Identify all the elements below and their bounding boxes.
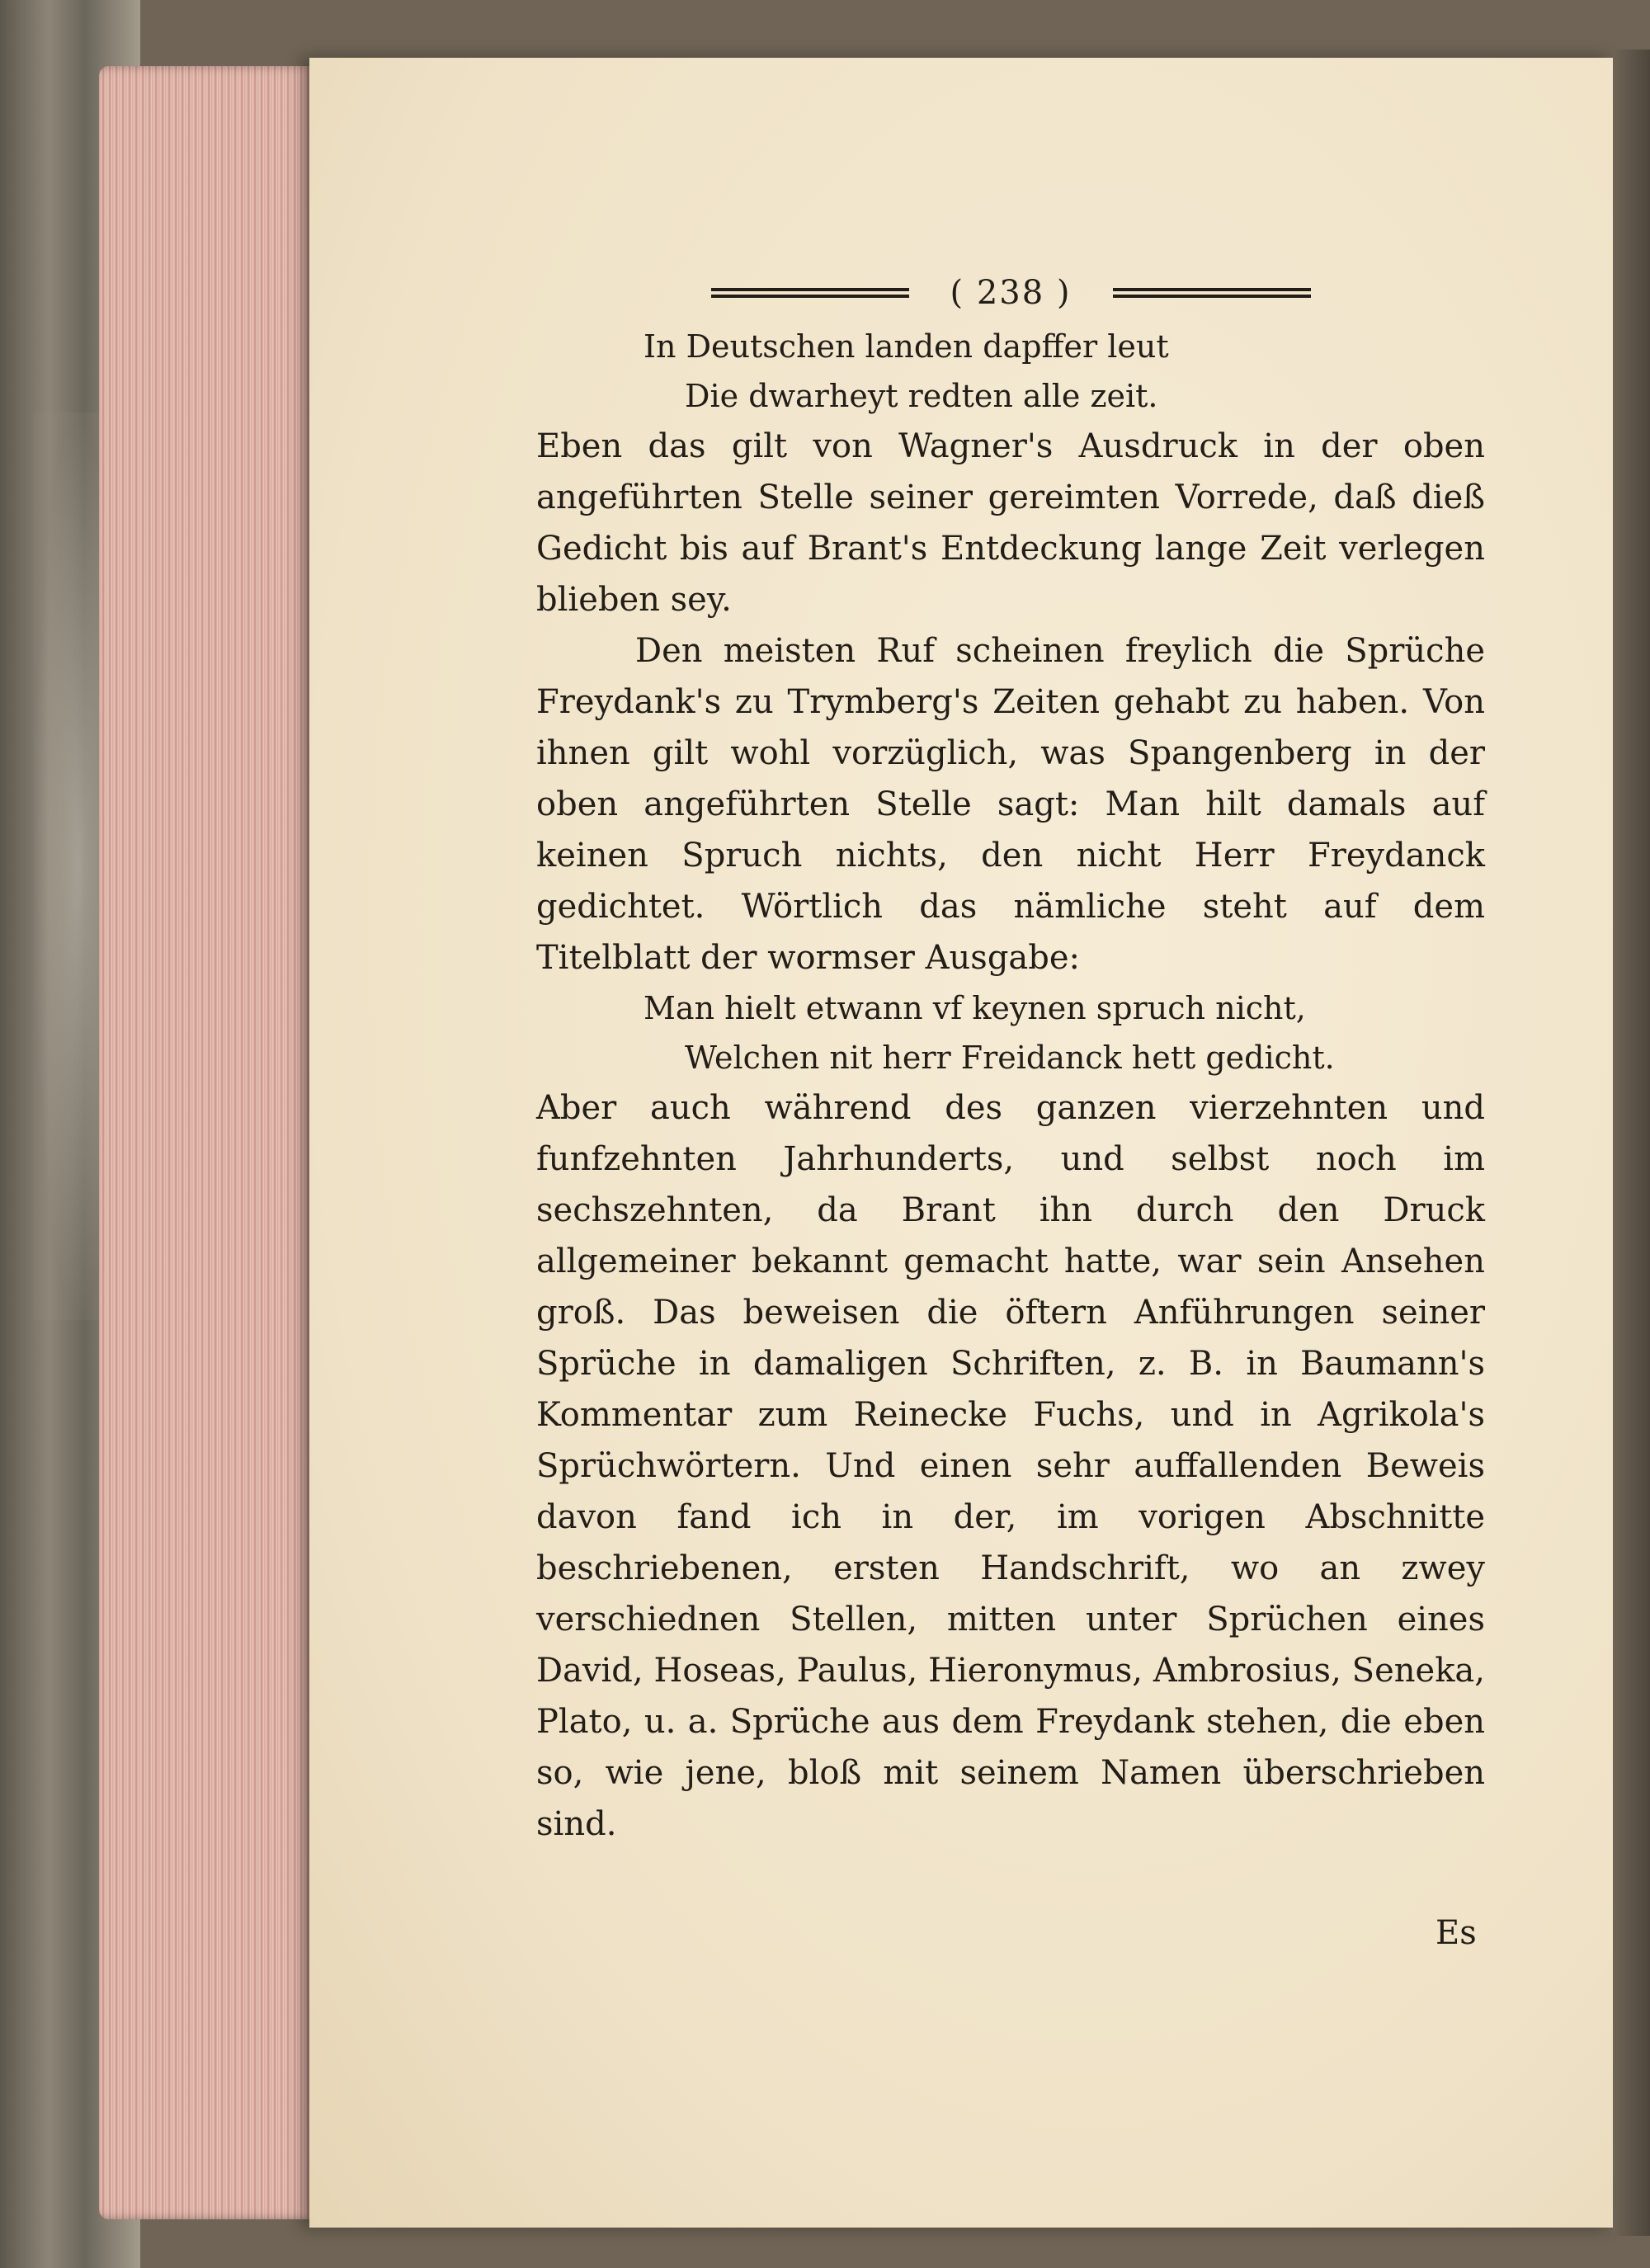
paragraph-1: Eben das gilt von Wagner's Ausdruck in der oben angeführten Stelle seiner gereimten Vorrede, daß dieß Gedicht bis auf Brant's Entdeckung lange Zeit verlegen blieben sey. [536,427,1485,619]
page-number: ( 238 ) [950,274,1072,312]
verse-line: Welchen nit herr Freidanck hett gedicht. [685,1040,1335,1076]
verse-quote-2 [536,983,1485,1082]
page-edges [99,66,314,2219]
verse-line: In Deutschen landen dapffer leut [644,328,1169,365]
verse-quote-1 [536,322,1485,421]
paragraph-3: Aber auch während des ganzen vierzehnten und funfzehnten Jahrhunderts, und selbst noch im sechszehnten, da Brant ihn durch den Druck allgemeiner bekannt gemacht hatte, war sein Ansehen groß. Das beweisen die öftern Anführungen seiner Sprüche in damaligen Schriften, z. B. in Baumann's Kommentar zum Reinecke Fuchs, und in Agrikola's Sprüchwörtern. Und einen sehr auffallenden Beweis davon fand ich in der, im vorigen Abschnitte beschriebenen, ersten Handschrift, wo an zwey verschiednen Stellen, mitten unter Sprüchen eines David, Hoseas, Paulus, Hieronymus, Ambrosius, Seneka, Plato, u. a. Sprüche aus dem Freydank stehen, die eben so, wie jene, bloß mit seinem Namen überschrieben sind. [536,1089,1485,1843]
header-rule-right [1113,288,1311,298]
page-right-shadow [1613,50,1650,2236]
catchword: Es [1436,1914,1477,1952]
page-text [536,264,1485,1850]
paragraph-2: Den meisten Ruf scheinen freylich die Sprüche Freydank's zu Trymberg's Zeiten gehabt zu haben. Von ihnen gilt wohl vorzüglich, was Spangenberg in der oben angeführten Stelle sagt: Man hilt damals auf keinen Spruch nichts, den nicht Herr Freydanck gedichtet. Wörtlich das nämliche steht auf dem Titelblatt der wormser Ausgabe: [536,632,1485,977]
page-header [536,264,1485,322]
verse-line: Man hielt etwann vf keynen spruch nicht, [644,990,1306,1026]
verse-line: Die dwarheyt redten alle zeit. [685,378,1158,414]
header-rule-left [711,288,909,298]
